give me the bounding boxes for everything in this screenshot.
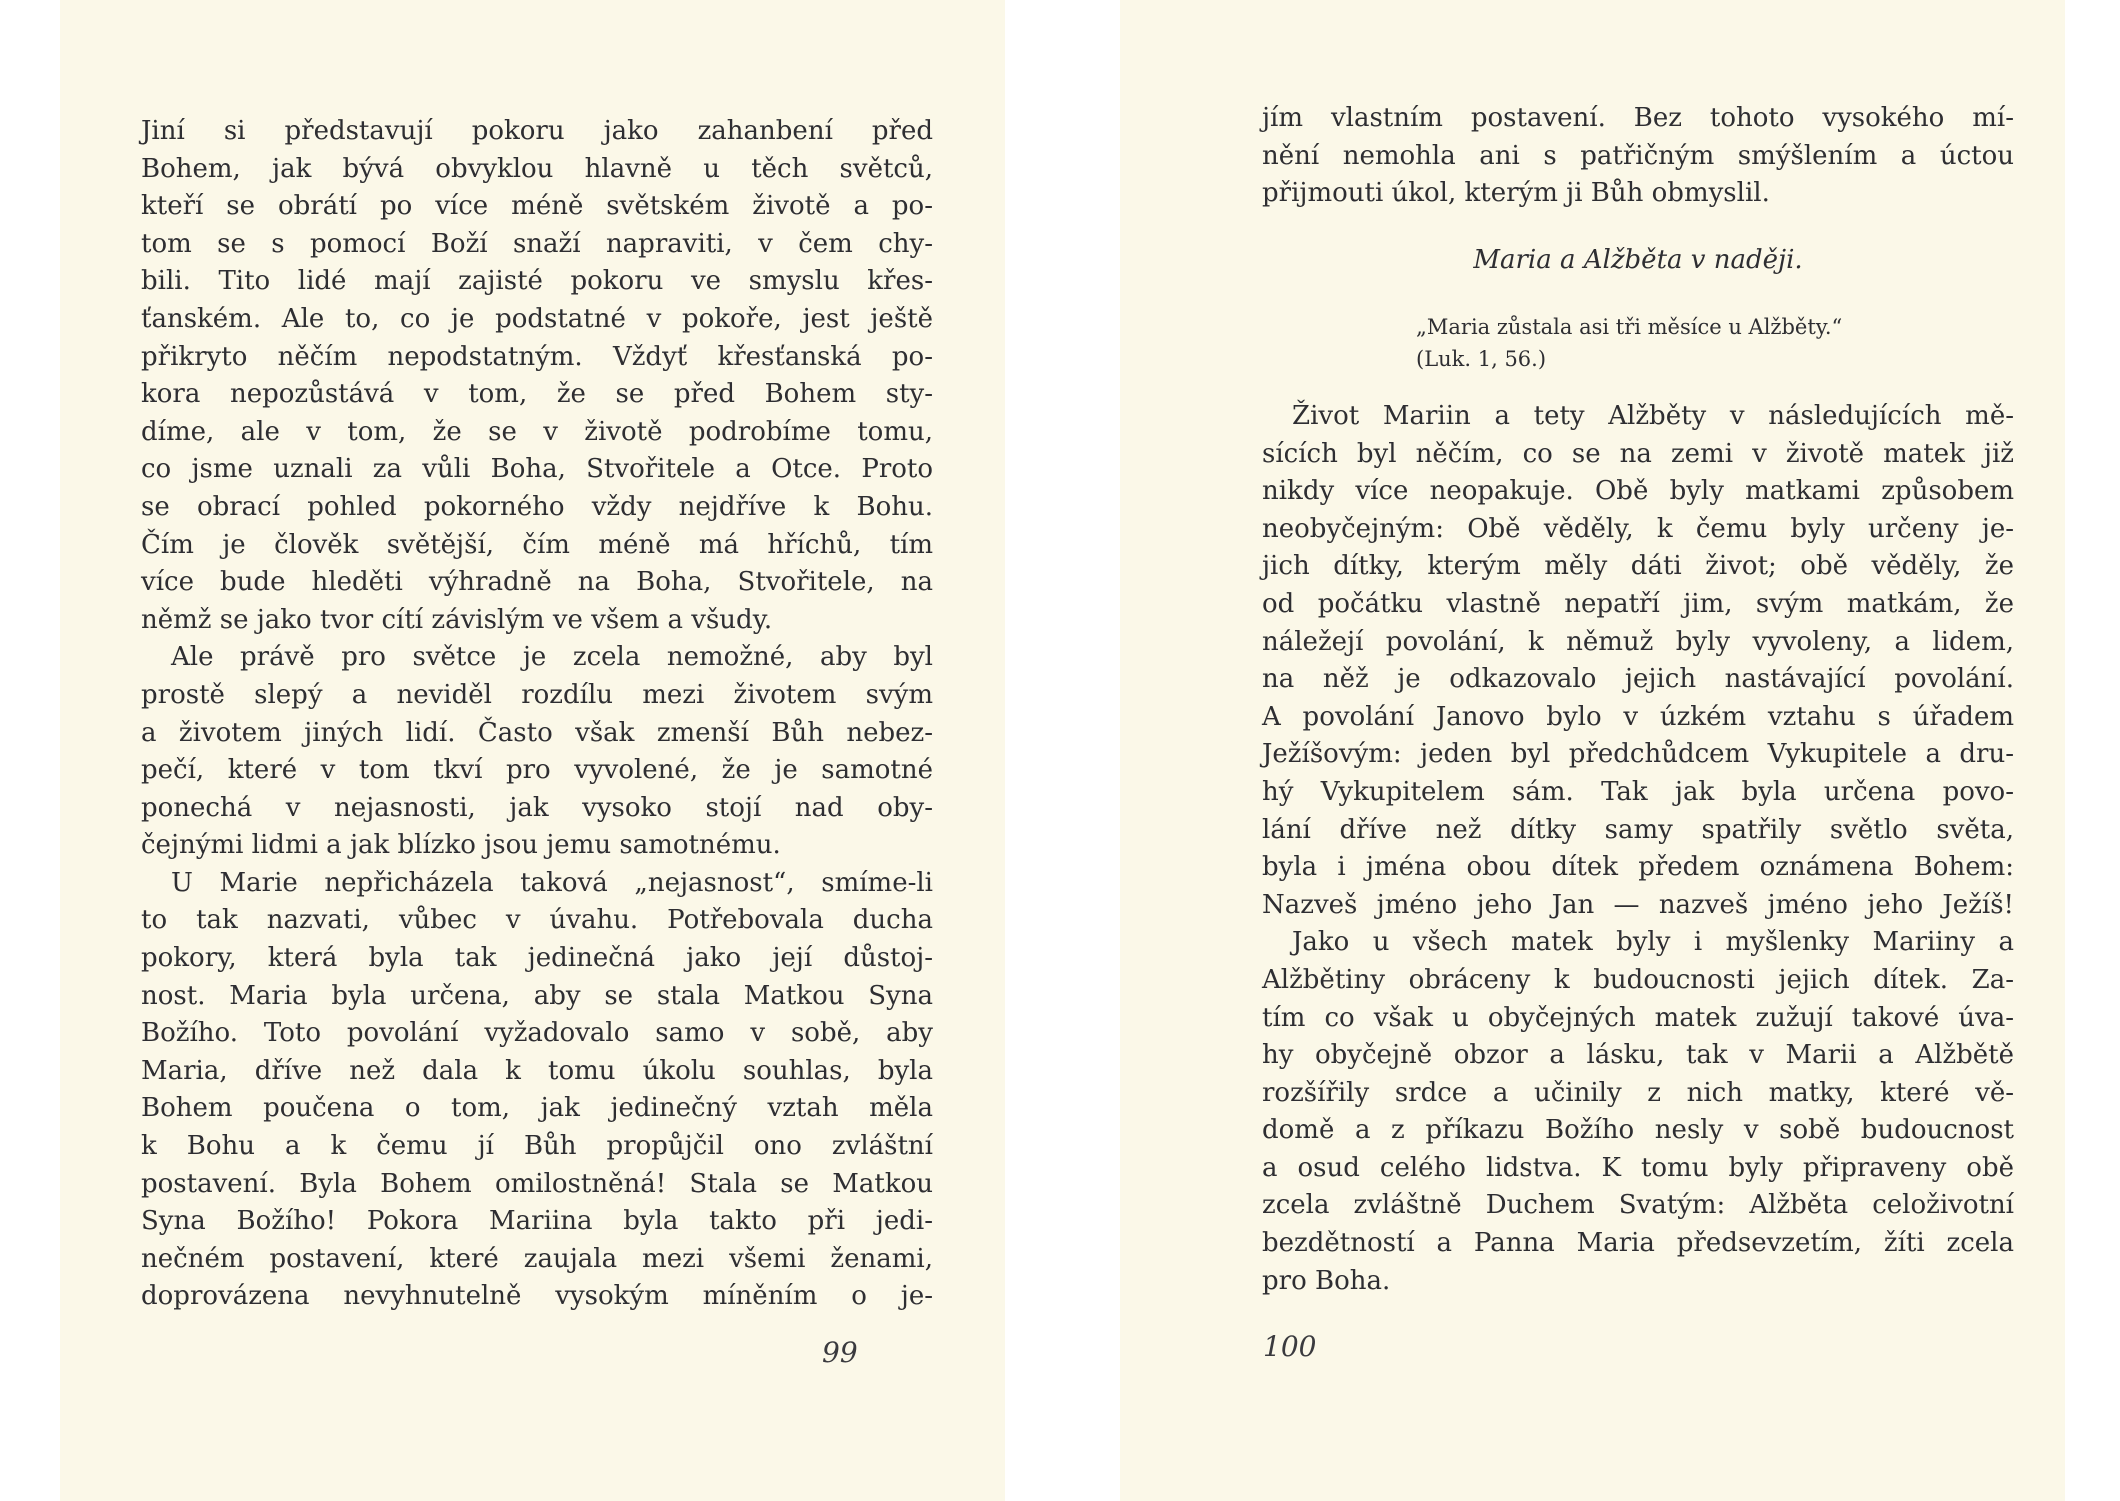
text-line: bili. Tito lidé mají zajisté pokoru ve smyslu křes- [141, 266, 933, 297]
text-line: bezdětností a Panna Maria předsevzetím, žíti zcela [1262, 1228, 2014, 1259]
text-line: doprovázena nevyhnutelně vysokým míněním o je- [141, 1281, 933, 1312]
text-line: hy obyčejně obzor a lásku, tak v Marii a Alžbětě [1262, 1040, 2014, 1071]
text-line: Ale právě pro světce je zcela nemožné, aby byl [171, 642, 933, 673]
text-line: A povolání Janovo bylo v úzkém vztahu s úřadem [1262, 701, 2014, 732]
text-line: U Marie nepřicházela taková „nejasnost“, smíme-li [171, 867, 933, 898]
text-line: nečném postavení, které zaujala mezi všemi ženami, [141, 1243, 933, 1274]
text-line: Jako u všech matek byly i myšlenky Mariiny a [1292, 927, 2014, 958]
text-line: Alžbětiny obráceny k budoucnosti jejich dítek. Za- [1262, 964, 2014, 995]
right-page-intro-text [1262, 100, 2014, 213]
text-line: postavení. Byla Bohem omilostněná! Stala se Matkou [141, 1168, 933, 1199]
text-line: sících byl něčím, co se na zemi v životě matek již [1262, 438, 2014, 469]
text-line: jich dítky, kterým měly dáti život; obě věděly, že [1262, 551, 2014, 582]
epigraph-quote [1416, 311, 1976, 375]
text-line: Život Mariin a tety Alžběty v následujících mě- [1292, 401, 2014, 431]
text-line: neobyčejným: Obě věděly, k čemu byly určeny je- [1262, 513, 2014, 544]
page-number: 100 [1263, 1330, 1317, 1363]
left-page-text [141, 113, 933, 1316]
text-line: němž se jako tvor cítí závislým ve všem a všudy. [141, 604, 773, 635]
text-line: Ježíšovým: jeden byl předchůdcem Vykupitele a dru- [1262, 739, 2014, 770]
text-line: čejnými lidmi a jak blízko jsou jemu samotnému. [141, 830, 781, 861]
text-line: Jiní si představují pokoru jako zahanbení před [141, 116, 933, 146]
right-page [1120, 0, 2065, 1501]
text-line: zcela zvláštně Duchem Svatým: Alžběta celoživotní [1262, 1190, 2014, 1221]
text-line: pečí, které v tom tkví pro vyvolené, že je samotné [141, 755, 933, 786]
text-line: Bohem, jak bývá obvyklou hlavně u těch světců, [141, 153, 933, 184]
text-line: tom se s pomocí Boží snaží napraviti, v čem chy- [141, 228, 933, 259]
text-line: Nazveš jméno jeho Jan — nazveš jméno jeho Ježíš! [1262, 889, 2014, 920]
text-line: co jsme uznali za vůli Boha, Stvořitele a Otce. Proto [141, 454, 933, 485]
text-line: ponechá v nejasnosti, jak vysoko stojí nad oby- [141, 792, 933, 823]
text-line: domě a z příkazu Božího nesly v sobě budoucnost [1262, 1115, 2014, 1146]
text-line: nikdy více neopakuje. Obě byly matkami způsobem [1262, 476, 2014, 507]
section-heading: Maria a Alžběta v naději. [1473, 245, 1803, 275]
text-line: lání dříve než dítky samy spatřily světlo světa, [1262, 814, 2014, 845]
text-line: to tak nazvati, vůbec v úvahu. Potřebovala ducha [141, 905, 933, 936]
right-page-body-text [1262, 398, 2014, 1300]
text-line: jím vlastním postavení. Bez tohoto vysokého mí- [1262, 103, 2014, 133]
text-line: k Bohu a k čemu jí Bůh propůjčil ono zvláštní [141, 1131, 933, 1162]
text-line: přijmouti úkol, kterým ji Bůh obmyslil. [1262, 178, 1770, 209]
text-line: rozšířily srdce a učinily z nich matky, které vě- [1262, 1077, 2014, 1108]
text-line: ťanském. Ale to, co je podstatné v pokoře, jest ještě [141, 303, 933, 334]
quote-citation: (Luk. 1, 56.) [1416, 347, 1547, 371]
text-line: tím co však u obyčejných matek zužují takové úva- [1262, 1002, 2014, 1033]
text-line: byla i jména obou dítek předem oznámena Bohem: [1262, 852, 2014, 883]
page-number: 99 [822, 1336, 858, 1369]
text-line: hý Vykupitelem sám. Tak jak byla určena povo- [1262, 776, 2014, 807]
text-line: nost. Maria byla určena, aby se stala Matkou Syna [141, 980, 933, 1011]
text-line: Božího. Toto povolání vyžadovalo samo v sobě, aby [141, 1018, 933, 1049]
text-line: přikryto něčím nepodstatným. Vždyť křesťanská po- [141, 341, 933, 372]
left-page [60, 0, 1005, 1501]
text-line: Čím je člověk světější, čím méně má hříchů, tím [141, 529, 933, 560]
text-line: Bohem poučena o tom, jak jedinečný vztah měla [141, 1093, 933, 1124]
quote-line: „Maria zůstala asi tři měsíce u Alžběty.“ [1416, 315, 1843, 339]
text-line: Syna Božího! Pokora Mariina byla takto při jedi- [141, 1206, 933, 1237]
text-line: a životem jiných lidí. Často však zmenší Bůh nebez- [141, 717, 933, 748]
text-line: se obrací pohled pokorného vždy nejdříve k Bohu. [141, 491, 933, 522]
text-line: od počátku vlastně nepatří jim, svým matkám, že [1262, 588, 2014, 619]
text-line: pokory, která byla tak jedinečná jako její důstoj- [141, 943, 933, 974]
text-line: prostě slepý a neviděl rozdílu mezi životem svým [141, 679, 933, 710]
text-line: Maria, dříve než dala k tomu úkolu souhlas, byla [141, 1055, 933, 1086]
text-line: na něž je odkazovalo jejich nastávající povolání. [1262, 664, 2014, 695]
text-line: náležejí povolání, k němuž byly vyvoleny, a lidem, [1262, 626, 2014, 657]
text-line: více bude hleděti výhradně na Boha, Stvořitele, na [141, 567, 933, 598]
text-line: nění nemohla ani s patřičným smýšlením a úctou [1262, 140, 2014, 171]
text-line: kora nepozůstává v tom, že se před Bohem sty- [141, 379, 933, 410]
text-line: kteří se obrátí po více méně světském životě a po- [141, 191, 933, 222]
text-line: díme, ale v tom, že se v životě podrobíme tomu, [141, 416, 933, 447]
text-line: a osud celého lidstva. K tomu byly připraveny obě [1262, 1152, 2014, 1183]
text-line: pro Boha. [1262, 1265, 1391, 1296]
